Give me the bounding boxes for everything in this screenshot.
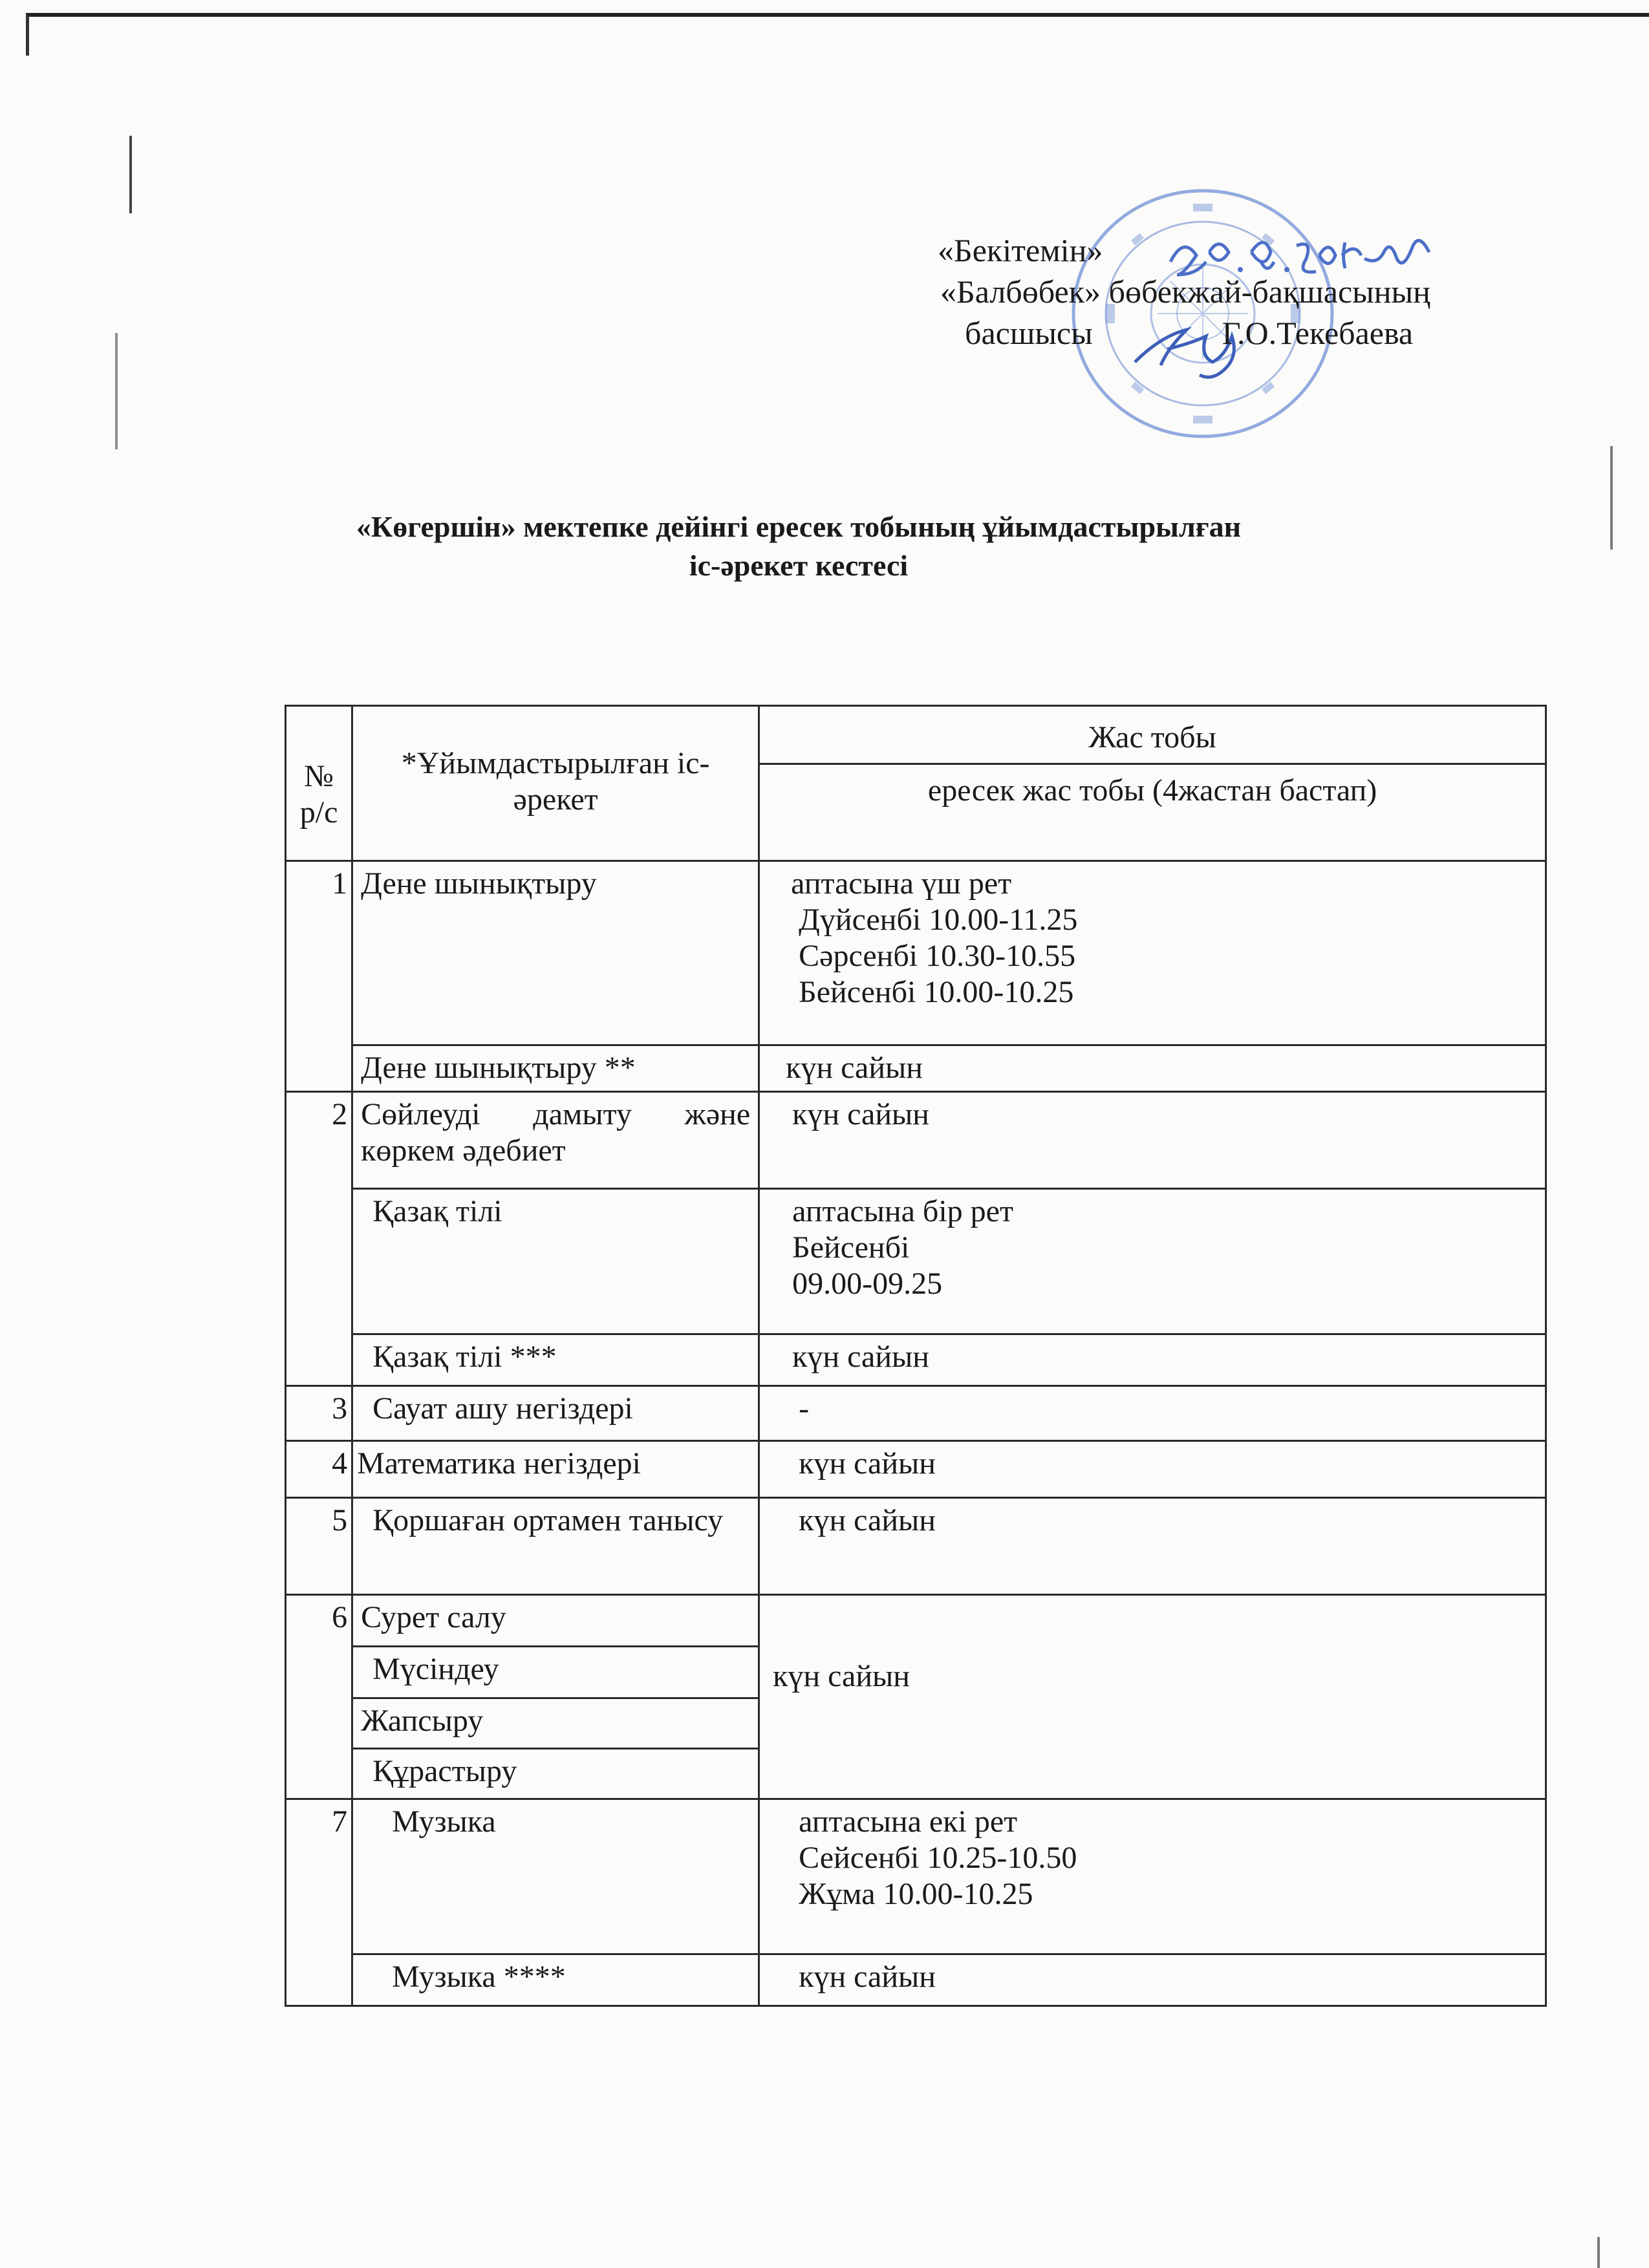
table-row: [286, 1045, 1546, 1092]
row-schedule: күн сайын: [759, 1595, 1546, 1799]
row-schedule: күн сайын: [759, 1441, 1546, 1498]
title-line1: «Көгершін» мектепке дейінгі ересек тобының ұйымдастырылған: [356, 510, 1242, 543]
row-schedule: күн сайын: [759, 1045, 1546, 1092]
approval-role: басшысы: [965, 315, 1093, 351]
scan-mark: [129, 136, 132, 213]
row-activity: Дене шынықтыру: [352, 861, 759, 1045]
schedule-line: Дүйсенбі 10.00-11.25: [799, 903, 1078, 937]
approval-line1: «Бекітемін»: [938, 232, 1103, 268]
row-activity: Сауат ашу негіздері: [352, 1386, 759, 1441]
schedule-line: аптасына екі рет: [799, 1804, 1018, 1839]
row-number: 4: [286, 1441, 352, 1498]
table-header-row: [286, 706, 1546, 764]
row-activity: Сурет салу: [352, 1595, 759, 1647]
approval-line3: [965, 312, 1430, 354]
table-row: [286, 1441, 1546, 1498]
row-activity: Қазақ тілі: [352, 1189, 759, 1334]
row-activity: Музыка: [352, 1799, 759, 1954]
table-row: [286, 1092, 1546, 1189]
row-activity: Дене шынықтыру **: [352, 1045, 759, 1092]
table-row: [286, 1954, 1546, 2006]
approval-name: Г.О.Текебаева: [1222, 315, 1414, 351]
row-activity: Қазақ тілі ***: [352, 1334, 759, 1386]
row-schedule: [759, 861, 1546, 1045]
table-row: [286, 1334, 1546, 1386]
header-no: № р/с: [286, 706, 352, 861]
header-activity: *Ұйымдастырылған іс-әрекет: [352, 706, 759, 861]
row-number: 6: [286, 1595, 352, 1799]
row-number: 1: [286, 861, 352, 1092]
schedule-line: Жұма 10.00-10.25: [799, 1877, 1033, 1911]
row-activity: Мүсіндеу: [352, 1647, 759, 1698]
scan-mark: [115, 333, 118, 449]
table-row: [286, 1595, 1546, 1647]
row-schedule: [759, 1189, 1546, 1334]
header-age-subgroup: ересек жас тобы (4жастан бастап): [759, 764, 1546, 861]
table-row: [286, 1498, 1546, 1595]
row-number: 3: [286, 1386, 352, 1441]
row-schedule: күн сайын: [759, 1954, 1546, 2006]
title-line2: іс-әрекет кестесі: [689, 549, 909, 582]
schedule-line: Бейсенбі 10.00-10.25: [799, 975, 1074, 1009]
row-activity: Құрастыру: [352, 1749, 759, 1799]
row-number: 2: [286, 1092, 352, 1386]
row-schedule: күн сайын: [759, 1092, 1546, 1189]
table-row: [286, 1386, 1546, 1441]
row-schedule: күн сайын: [759, 1498, 1546, 1595]
table-row: [286, 1189, 1546, 1334]
scan-border: [26, 13, 1649, 56]
header-age-group: Жас тобы: [759, 706, 1546, 764]
schedule-line: Сейсенбі 10.25-10.50: [799, 1841, 1077, 1875]
schedule-line: аптасына бір рет: [792, 1194, 1013, 1228]
row-number: 7: [286, 1799, 352, 2006]
schedule-line: Бейсенбі: [792, 1230, 910, 1265]
scan-mark: [1597, 2237, 1600, 2268]
row-activity: Қоршаған ортамен танысу: [352, 1498, 759, 1595]
document-title: [0, 508, 1649, 585]
table-row: [286, 861, 1546, 1045]
schedule-line: 09.00-09.25: [792, 1267, 943, 1301]
row-schedule: -: [759, 1386, 1546, 1441]
schedule-table: [285, 705, 1547, 2007]
approval-block: [938, 230, 1430, 354]
row-activity: Математика негіздері: [352, 1441, 759, 1498]
row-activity: Музыка ****: [352, 1954, 759, 2006]
row-schedule: күн сайын: [759, 1334, 1546, 1386]
table-row: [286, 1799, 1546, 1954]
schedule-line: аптасына үш рет: [791, 866, 1012, 901]
row-number: 5: [286, 1498, 352, 1595]
schedule-line: Сәрсенбі 10.30-10.55: [799, 939, 1076, 973]
row-activity: Жапсыру: [352, 1698, 759, 1749]
approval-line2: «Балбөбек» бөбекжай-бақшасының: [940, 273, 1430, 310]
row-activity: Сөйлеуді дамыту және көркем әдебиет: [352, 1092, 759, 1189]
scan-mark: [1610, 446, 1613, 550]
row-schedule: [759, 1799, 1546, 1954]
